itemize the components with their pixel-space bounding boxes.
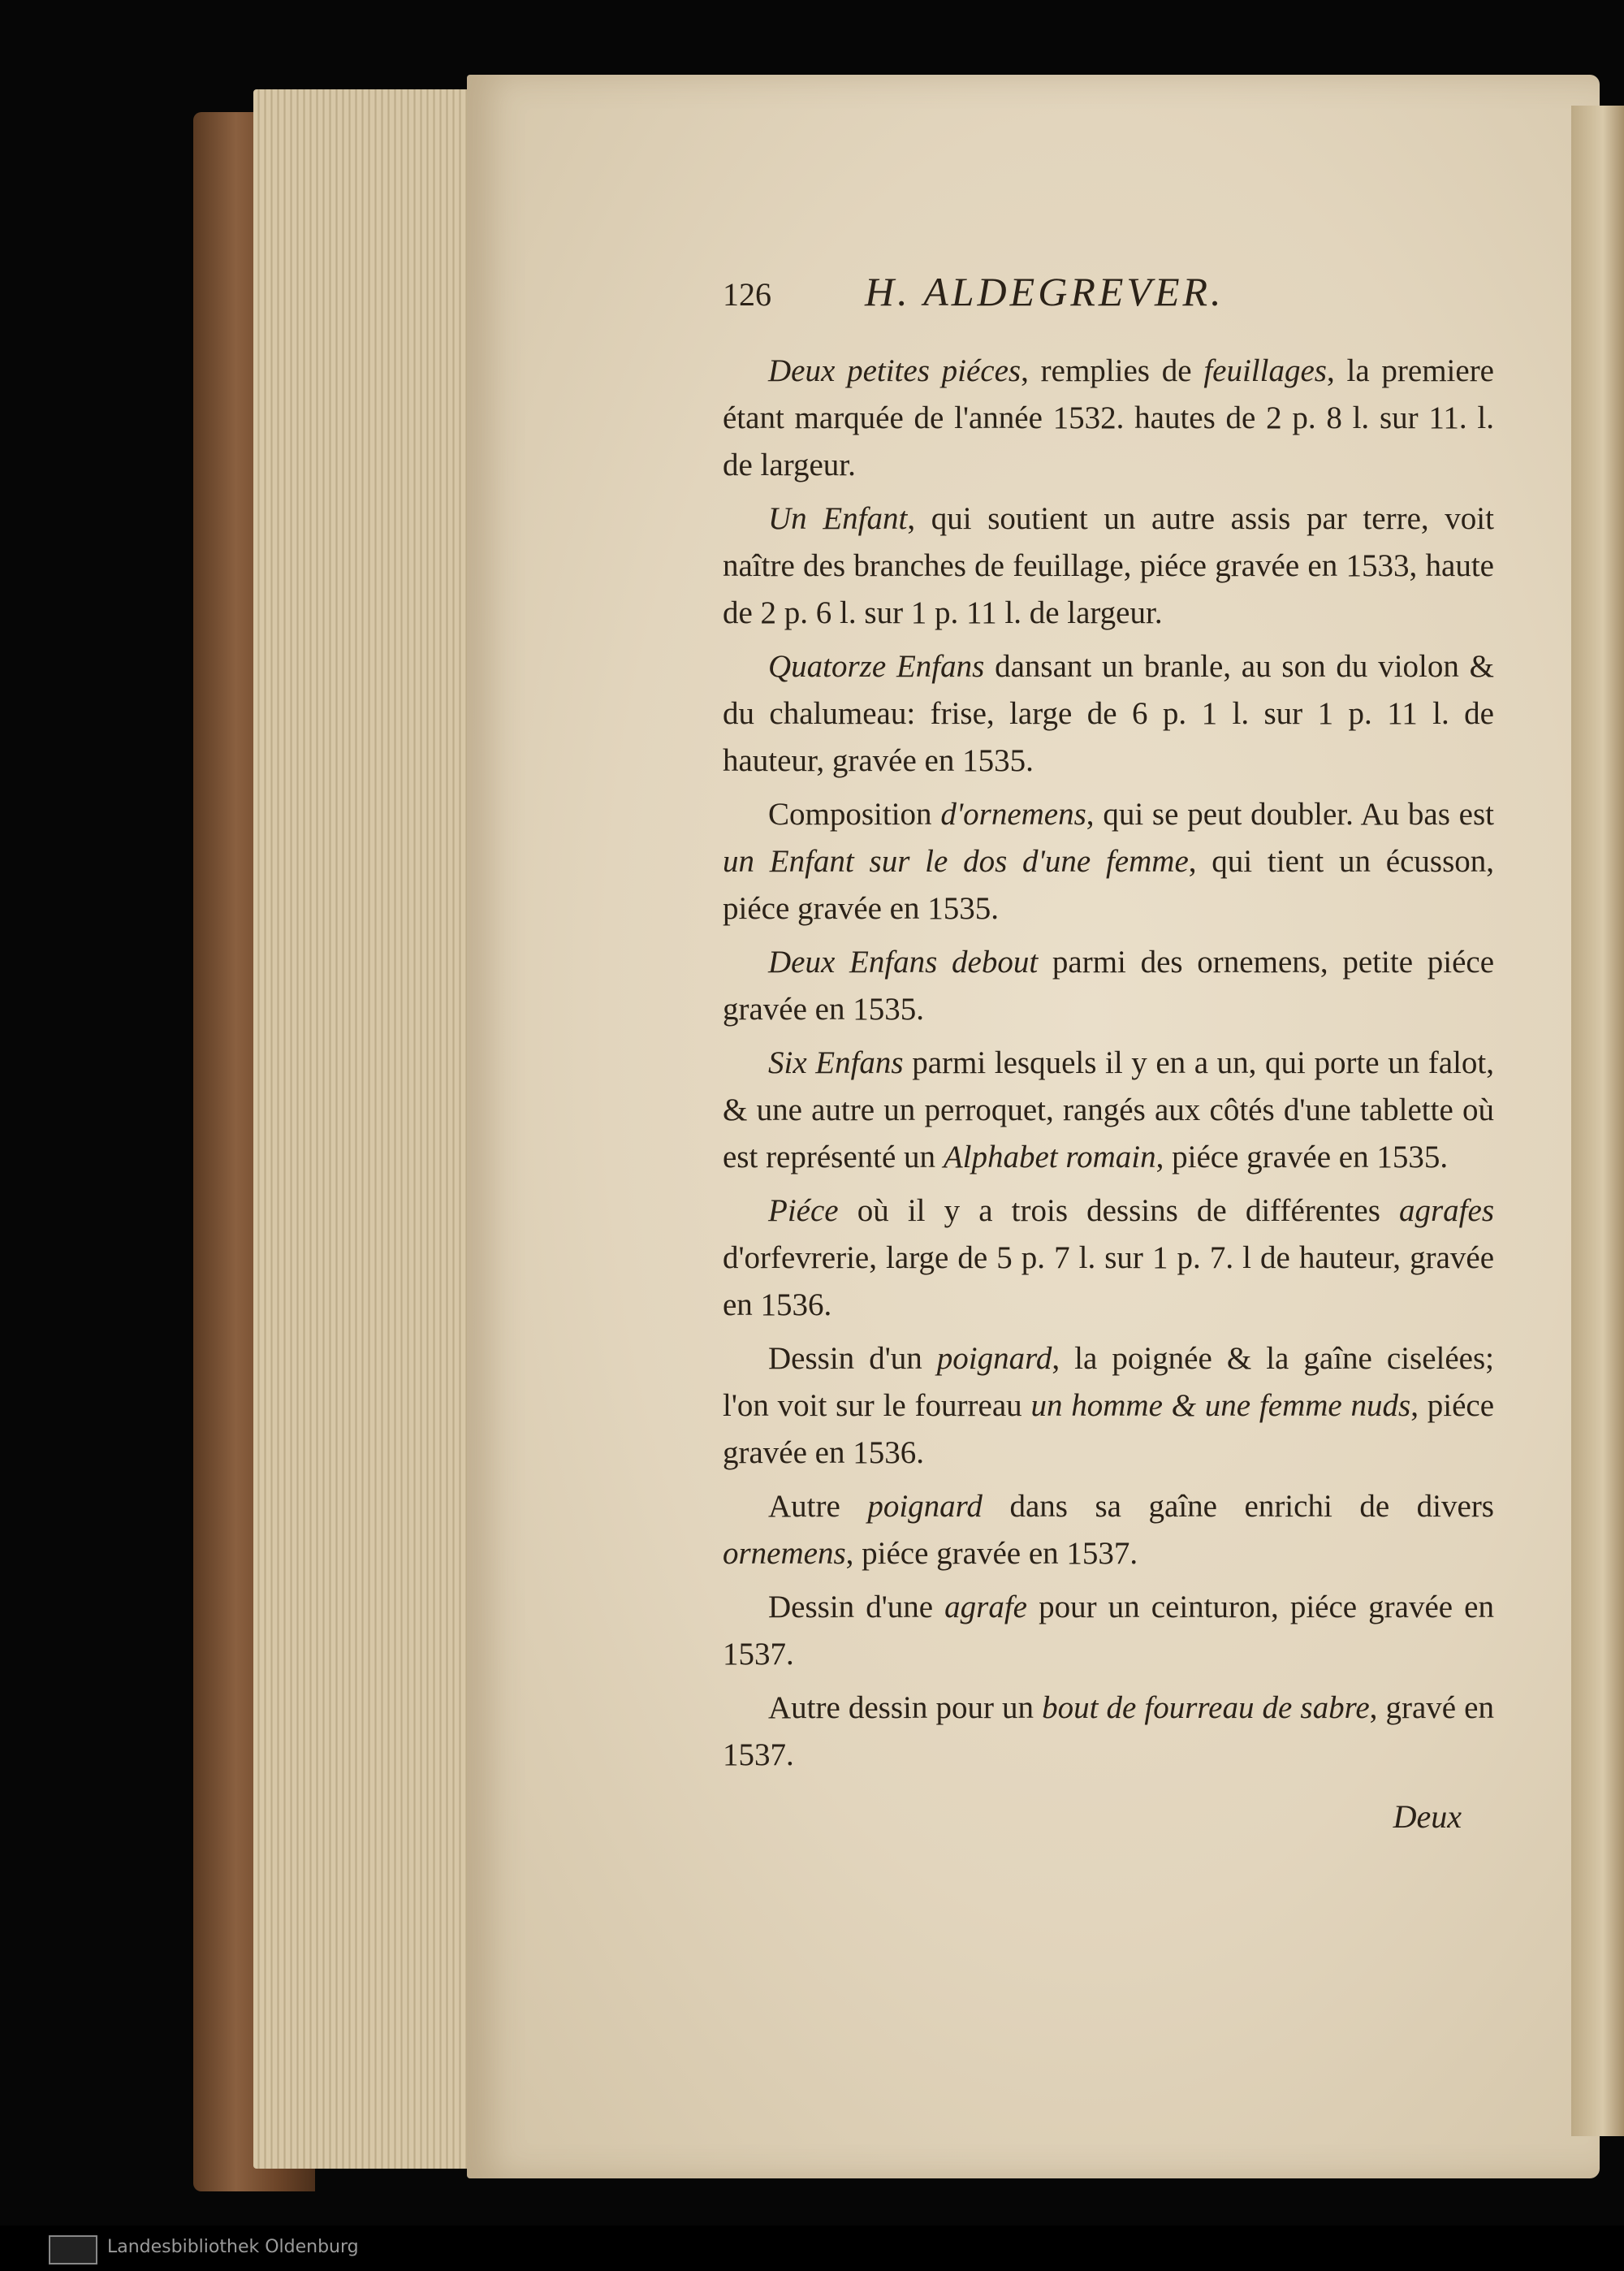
entry-text: , qui tient un écusson, piéce gravée en 1535. bbox=[723, 844, 1494, 926]
catalogue-entry bbox=[723, 1187, 1494, 1329]
entry-text: parmi lesquels il y en a un, qui porte un falot, & une autre un perroquet, rangés aux côtés d'une tablette où est représenté un bbox=[723, 1045, 1495, 1174]
entry-italic-text: Six Enfans bbox=[768, 1045, 904, 1080]
entry-italic-text: un Enfant sur le dos d'une femme bbox=[723, 844, 1189, 879]
entry-text: Autre dessin pour un bbox=[768, 1690, 1043, 1725]
entry-italic-text: Alphabet romain bbox=[943, 1140, 1156, 1174]
catalogue-entry bbox=[723, 1584, 1494, 1678]
entry-text: dans sa gaîne enrichi de divers bbox=[982, 1489, 1494, 1524]
page-edges bbox=[253, 89, 473, 2169]
catalogue-entry bbox=[723, 791, 1494, 932]
entry-italic-text: poignard bbox=[867, 1489, 983, 1524]
entry-text: , la poignée & la gaîne ciselées; l'on voit sur le fourreau bbox=[723, 1341, 1494, 1423]
catchword: Deux bbox=[1393, 1798, 1462, 1835]
page-number: 126 bbox=[723, 276, 771, 313]
entry-text: pour un ceinturon, piéce gravée en 1537. bbox=[723, 1590, 1494, 1672]
catalogue-entries bbox=[723, 348, 1494, 1779]
library-logo-icon bbox=[49, 2235, 97, 2265]
entry-text: Dessin d'un bbox=[768, 1341, 937, 1376]
entry-text: , la premiere étant marquée de l'année 1532. hautes de 2 p. 8 l. sur 11. l. de largeur. bbox=[723, 353, 1494, 482]
entry-italic-text: agrafes bbox=[1399, 1193, 1494, 1228]
library-name: Landesbibliothek Oldenburg bbox=[107, 2237, 359, 2257]
entry-text: , qui se peut doubler. Au bas est bbox=[1086, 797, 1494, 832]
catalogue-entry bbox=[723, 1483, 1494, 1577]
entry-text: dansant un branle, au son du violon & du chalumeau: frise, large de 6 p. 1 l. sur 1 p. 11 l. de hauteur, gravée en 1535. bbox=[723, 649, 1494, 778]
entry-italic-text: Un Enfant bbox=[768, 501, 908, 536]
entry-italic-text: feuillages bbox=[1203, 353, 1327, 388]
running-head bbox=[723, 268, 1494, 325]
entry-italic-text: Piéce bbox=[768, 1193, 839, 1228]
page-text-block bbox=[723, 268, 1494, 1841]
entry-text: , gravé en 1537. bbox=[723, 1690, 1494, 1772]
entry-italic-text: Deux petites piéces bbox=[768, 353, 1021, 388]
catalogue-entry bbox=[723, 1040, 1494, 1181]
entry-italic-text: d'ornemens bbox=[940, 797, 1086, 832]
entry-italic-text: ornemens bbox=[723, 1536, 846, 1571]
catalogue-entry bbox=[723, 1685, 1494, 1779]
catalogue-entry bbox=[723, 1335, 1494, 1477]
entry-text: , qui soutient un autre assis par terre, voit naître des branches de feuillage, piéce gravée en 1533, haute de 2 p. 6 l. sur 1 p. 11 l. de largeur. bbox=[723, 501, 1494, 630]
catalogue-entry bbox=[723, 643, 1494, 785]
entry-text: , piéce gravée en 1535. bbox=[1155, 1140, 1449, 1174]
entry-text: Composition bbox=[768, 797, 941, 832]
entry-text: , remplies de bbox=[1021, 353, 1204, 388]
entry-text: parmi des ornemens, petite piéce gravée en 1535. bbox=[723, 945, 1495, 1027]
entry-text: , piéce gravée en 1536. bbox=[723, 1388, 1495, 1470]
entry-text: Dessin d'une bbox=[768, 1590, 945, 1624]
running-head-title: H. ALDEGREVER. bbox=[865, 269, 1224, 314]
entry-italic-text: Deux Enfans debout bbox=[768, 945, 1039, 980]
catalogue-entry bbox=[723, 348, 1494, 489]
entry-italic-text: poignard bbox=[936, 1341, 1052, 1376]
entry-italic-text: agrafe bbox=[944, 1590, 1027, 1624]
entry-text: d'orfevrerie, large de 5 p. 7 l. sur 1 p. 7. l de hauteur, gravée en 1536. bbox=[723, 1240, 1494, 1322]
entry-italic-text: Quatorze Enfans bbox=[768, 649, 985, 684]
entry-text: Autre bbox=[768, 1489, 868, 1524]
entry-text: , piéce gravée en 1537. bbox=[845, 1536, 1138, 1571]
entry-text: où il y a trois dessins de différentes bbox=[838, 1193, 1399, 1228]
entry-italic-text: bout de fourreau de sabre bbox=[1042, 1690, 1370, 1725]
catalogue-entry bbox=[723, 495, 1494, 637]
catalogue-entry bbox=[723, 939, 1494, 1033]
facing-page-gutter bbox=[1571, 106, 1624, 2136]
entry-italic-text: un homme & une femme nuds bbox=[1030, 1388, 1411, 1423]
